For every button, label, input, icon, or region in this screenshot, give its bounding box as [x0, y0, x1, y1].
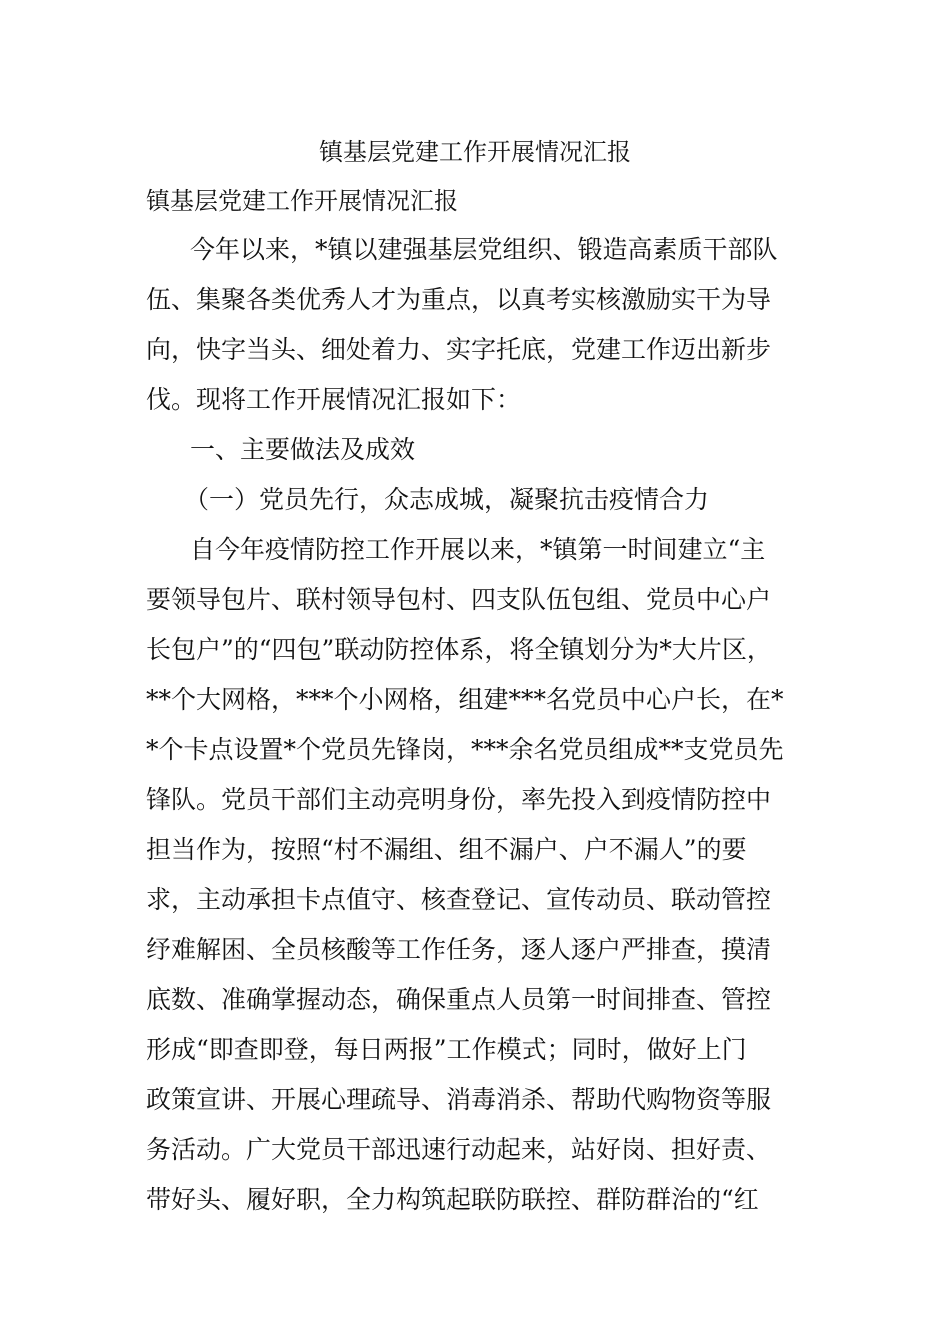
body-line-10: 底数、准确掌握动态，确保重点人员第一时间排查、管控: [146, 985, 772, 1014]
subsection-heading: （一）党员先行，众志成城，凝聚抗击疫情合力: [184, 485, 710, 514]
body-line-8: 求，主动承担卡点值守、核查登记、宣传动员、联动管控: [146, 885, 772, 914]
body-line-11: 形成“即查即登，每日两报”工作模式；同时，做好上门: [146, 1035, 747, 1064]
body-line-3: 长包户”的“四包”联动防控体系，将全镇划分为*大片区，: [146, 635, 772, 664]
body-line-1: 自今年疫情防控工作开展以来，*镇第一时间建立“主: [190, 535, 766, 564]
body-line-2: 要领导包片、联村领导包村、四支队伍包组、党员中心户: [146, 585, 772, 614]
body-line-4: **个大网格，***个小网格，组建***名党员中心户长，在*: [146, 685, 784, 714]
intro-line-3: 向，快字当头、细处着力、实字托底，党建工作迈出新步: [146, 335, 772, 364]
document-title: 镇基层党建工作开展情况汇报: [319, 138, 631, 166]
intro-line-4: 伐。现将工作开展情况汇报如下：: [146, 385, 522, 414]
body-line-9: 纾难解困、全员核酸等工作任务，逐人逐户严排查，摸清: [146, 935, 772, 964]
document-subtitle: 镇基层党建工作开展情况汇报: [146, 187, 458, 215]
intro-line-2: 伍、集聚各类优秀人才为重点，以真考实核激励实干为导: [146, 285, 772, 314]
body-line-12: 政策宣讲、开展心理疏导、消毒消杀、帮助代购物资等服: [146, 1085, 772, 1114]
body-line-14: 带好头、履好职，全力构筑起联防联控、群防群治的“红: [146, 1185, 759, 1214]
body-line-7: 担当作为，按照“村不漏组、组不漏户、户不漏人”的要: [146, 835, 747, 864]
intro-line-1: 今年以来，*镇以建强基层党组织、锻造高素质干部队: [190, 235, 778, 264]
body-line-13: 务活动。广大党员干部迅速行动起来，站好岗、担好责、: [146, 1135, 772, 1164]
section-heading: 一、主要做法及成效: [190, 435, 416, 464]
body-line-5: *个卡点设置*个党员先锋岗，***余名党员组成**支党员先: [146, 735, 784, 764]
body-line-6: 锋队。党员干部们主动亮明身份，率先投入到疫情防控中: [146, 785, 772, 814]
